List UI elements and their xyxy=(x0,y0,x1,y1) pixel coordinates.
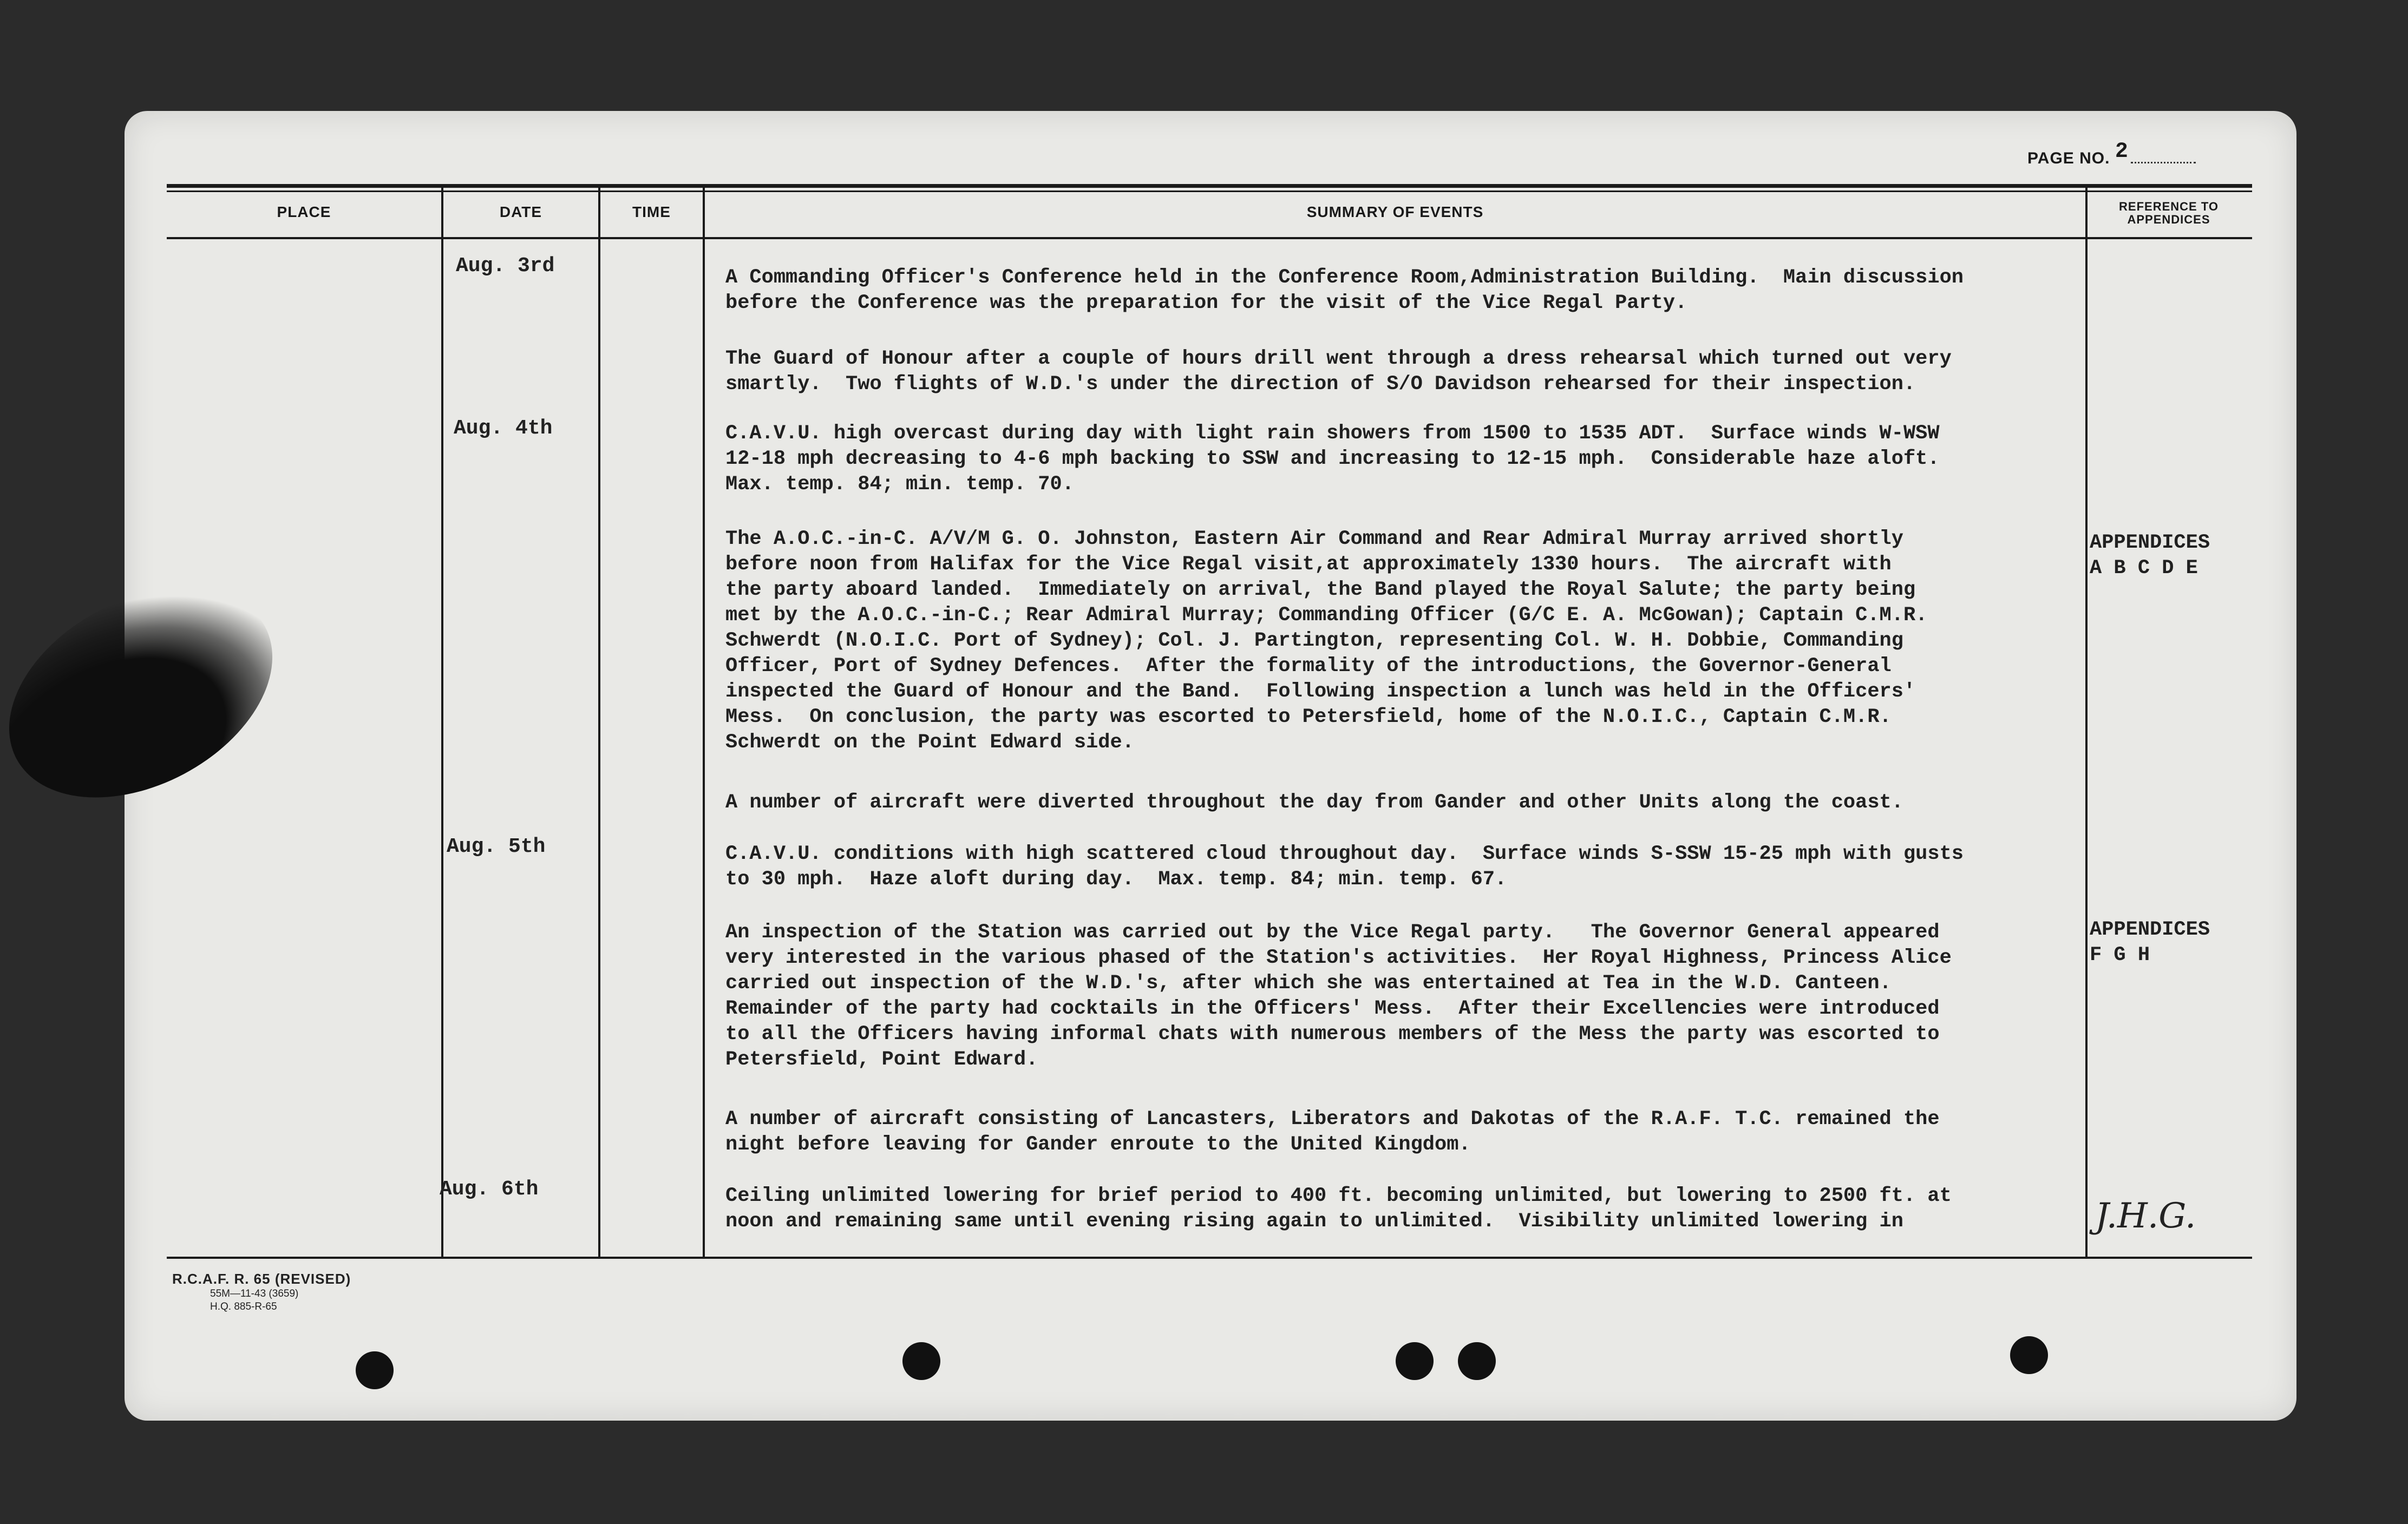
column-header-place: PLACE xyxy=(277,203,331,220)
column-header-reference xyxy=(2088,200,2250,226)
form-print-code: 55M—11-43 (3659) xyxy=(210,1288,299,1299)
binder-hole xyxy=(902,1342,940,1380)
divider-date-time xyxy=(598,187,600,1258)
column-header-summary: SUMMARY OF EVENTS xyxy=(1306,203,1484,220)
appendix-reference-aug-4 xyxy=(2090,530,2210,581)
form-number: R.C.A.F. R. 65 (REVISED) xyxy=(172,1271,351,1287)
form-hq-code: H.Q. 885-R-65 xyxy=(210,1301,277,1312)
appendix-label: APPENDICES xyxy=(2090,531,2210,554)
header-top-rule xyxy=(167,184,2252,188)
summary-paragraph: A number of aircraft consisting of Lancasters, Liberators and Dakotas of the R.A.F. T.C. remained the night before leaving for Gander enroute to the United Kingdom. xyxy=(725,1108,1940,1156)
divider-place-date xyxy=(441,187,443,1258)
page-number-label: PAGE NO. xyxy=(2027,149,2110,167)
form-identifier xyxy=(172,1271,351,1313)
reference-header-line1: REFERENCE TO xyxy=(2119,200,2219,213)
date-aug-3: Aug. 3rd xyxy=(456,254,555,278)
column-header-date: DATE xyxy=(499,203,542,220)
footer-rule xyxy=(167,1257,2252,1259)
date-aug-6: Aug. 6th xyxy=(440,1178,539,1201)
officer-signature: J.H.G. xyxy=(2095,1196,2196,1236)
summary-paragraph: C.A.V.U. high overcast during day with light rain showers from 1500 to 1535 ADT. Surface winds W-WSW 12-18 mph decreasing to 4-6 mph backing to SSW and increasing to 12-15 mph. Considerable haze aloft. Max. temp. 84; min. temp. 70. xyxy=(725,422,1940,496)
summary-paragraph: The Guard of Honour after a couple of hours drill went through a dress rehearsal which turned out very smartly. Two flights of W.D.'s under the direction of S/O Davidson rehearsed for their inspection. xyxy=(725,347,1952,396)
summary-paragraph: A number of aircraft were diverted throughout the day from Gander and other Units along the coast. xyxy=(725,791,1903,814)
appendix-letters: F G H xyxy=(2090,944,2150,967)
date-aug-4: Aug. 4th xyxy=(454,417,553,440)
column-header-time: TIME xyxy=(632,203,671,220)
appendix-reference-aug-5 xyxy=(2090,917,2210,968)
summary-paragraph: C.A.V.U. conditions with high scattered cloud throughout day. Surface winds S-SSW 15-25 mph with gusts to 30 mph. Haze aloft during day. Max. temp. 84; min. temp. 67. xyxy=(725,843,1964,891)
binder-hole xyxy=(1458,1342,1496,1380)
page-number-dots xyxy=(2131,162,2196,163)
appendix-label: APPENDICES xyxy=(2090,918,2210,941)
summary-paragraph: The A.O.C.-in-C. A/V/M G. O. Johnston, Eastern Air Command and Rear Admiral Murray arrived shortly before noon from Halifax for the Vice Regal visit,at approximately 1330 hours. The aircraft with the party aboard landed. Immediately on arrival, the Band played the Royal Salute; the party being met by the A.O.C.-in-C.; Rear Admiral Murray; Commanding Officer (G/C E. A. McGowan); Captain C.M.R. Schwerdt (N.O.I.C. Port of Sydney); Col. J. Partington, representing Col. W. H. Dobbie, Commanding Officer, Port of Sydney Defences. After the formality of the introductions, the Governor-General inspected the Guard of Honour and the Band. Following inspection a lunch was held in the Officers' Mess. On conclusion, the party was escorted to Petersfield, home of the N.O.I.C., Captain C.M.R. Schwerdt on the Point Edward side. xyxy=(725,528,1928,754)
date-aug-5: Aug. 5th xyxy=(447,835,546,858)
divider-time-summary xyxy=(703,187,705,1258)
reference-header-line2: APPENDICES xyxy=(2127,213,2210,226)
page-number-value: 2 xyxy=(2115,140,2129,164)
binder-hole xyxy=(356,1351,394,1389)
header-bottom-rule xyxy=(167,237,2252,239)
binder-hole xyxy=(1396,1342,1434,1380)
appendix-letters: A B C D E xyxy=(2090,557,2198,580)
summary-paragraph: A Commanding Officer's Conference held in the Conference Room,Administration Building. Main discussion before the Conference was the preparation for the visit of the Vice Regal Party. xyxy=(725,266,1964,314)
header-top-rule-thin xyxy=(167,190,2252,192)
summary-paragraph: An inspection of the Station was carried out by the Vice Regal party. The Governor General appeared very interested in the various phased of the Station's activities. Her Royal Highness, Princess Alice carried out inspection of the W.D.'s, after which she was entertained at Tea in the W.D. Canteen. Remainder of the party had cocktails in the Officers' Mess. After their Excellencies were introduced to all the Officers having informal chats with numerous members of the Mess the party was escorted to Petersfield, Point Edward. xyxy=(725,921,1952,1071)
page-number xyxy=(2027,140,2196,170)
summary-paragraph: Ceiling unlimited lowering for brief period to 400 ft. becoming unlimited, but lowering to 2500 ft. at noon and remaining same until evening rising again to unlimited. Visibility unlimited lowering in xyxy=(725,1185,1952,1233)
binder-hole xyxy=(2010,1336,2048,1374)
